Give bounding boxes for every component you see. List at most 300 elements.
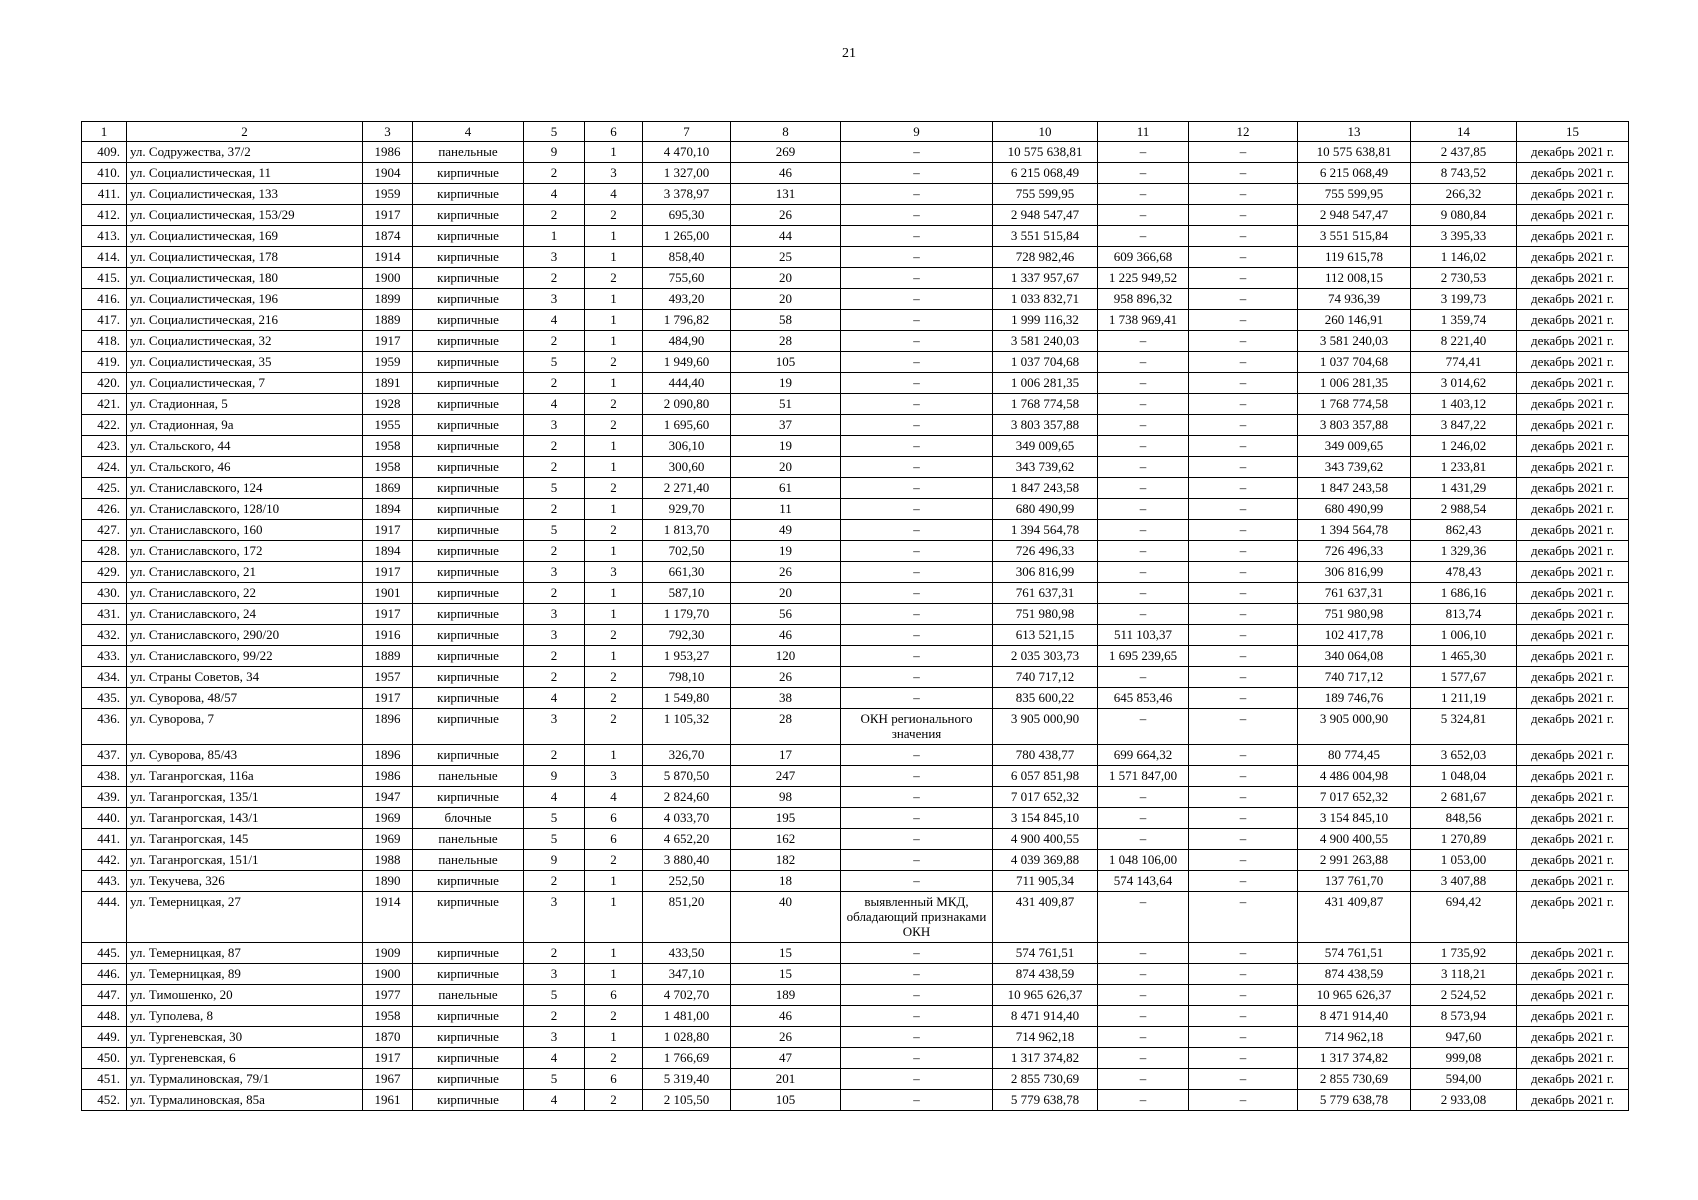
- table-cell: 4 486 004,98: [1298, 766, 1411, 787]
- table-cell: кирпичные: [413, 667, 524, 688]
- table-cell: 306 816,99: [1298, 562, 1411, 583]
- table-cell: ул. Социалистическая, 7: [127, 373, 363, 394]
- table-cell: декабрь 2021 г.: [1517, 667, 1629, 688]
- table-cell: 426.: [82, 499, 127, 520]
- table-row: [82, 562, 1629, 583]
- table-cell: 1 549,80: [643, 688, 731, 709]
- table-cell: 1: [585, 226, 643, 247]
- table-cell: ул. Суворова, 7: [127, 709, 363, 745]
- table-cell: кирпичные: [413, 562, 524, 583]
- table-cell: 1 006 281,35: [1298, 373, 1411, 394]
- table-cell: 1894: [363, 499, 413, 520]
- table-cell: –: [1189, 688, 1298, 709]
- table-row: [82, 688, 1629, 709]
- table-cell: кирпичные: [413, 289, 524, 310]
- table-cell: –: [841, 142, 993, 163]
- table-cell: декабрь 2021 г.: [1517, 499, 1629, 520]
- table-cell: –: [841, 871, 993, 892]
- table-row: [82, 352, 1629, 373]
- table-cell: –: [1098, 1027, 1189, 1048]
- table-cell: 10 965 626,37: [993, 985, 1098, 1006]
- table-cell: 413.: [82, 226, 127, 247]
- table-cell: 874 438,59: [993, 964, 1098, 985]
- table-cell: 1 265,00: [643, 226, 731, 247]
- table-cell: –: [841, 562, 993, 583]
- table-cell: –: [1098, 184, 1189, 205]
- table-cell: 2: [524, 943, 585, 964]
- table-cell: 349 009,65: [1298, 436, 1411, 457]
- table-cell: 2: [585, 1048, 643, 1069]
- table-row: [82, 415, 1629, 436]
- table-cell: декабрь 2021 г.: [1517, 871, 1629, 892]
- table-cell: 680 490,99: [993, 499, 1098, 520]
- table-cell: 411.: [82, 184, 127, 205]
- table-cell: 440.: [82, 808, 127, 829]
- table-cell: –: [1189, 604, 1298, 625]
- table-cell: 3 652,03: [1411, 745, 1517, 766]
- table-cell: 1 738 969,41: [1098, 310, 1189, 331]
- table-cell: 2 855 730,69: [1298, 1069, 1411, 1090]
- table-cell: 947,60: [1411, 1027, 1517, 1048]
- table-row: [82, 1069, 1629, 1090]
- table-row: [82, 1006, 1629, 1027]
- table-cell: –: [1189, 808, 1298, 829]
- table-cell: 444,40: [643, 373, 731, 394]
- table-cell: 451.: [82, 1069, 127, 1090]
- table-row: [82, 871, 1629, 892]
- table-cell: 10 575 638,81: [1298, 142, 1411, 163]
- table-cell: 1: [585, 247, 643, 268]
- table-cell: блочные: [413, 808, 524, 829]
- table-cell: 201: [731, 1069, 841, 1090]
- table-cell: 1894: [363, 541, 413, 562]
- table-cell: ул. Социалистическая, 133: [127, 184, 363, 205]
- table-cell: –: [1098, 142, 1189, 163]
- table-cell: ул. Социалистическая, 178: [127, 247, 363, 268]
- table-cell: 4 652,20: [643, 829, 731, 850]
- table-cell: 1 481,00: [643, 1006, 731, 1027]
- table-cell: 3 581 240,03: [993, 331, 1098, 352]
- table-cell: –: [1098, 331, 1189, 352]
- table-cell: 1889: [363, 310, 413, 331]
- table-cell: 862,43: [1411, 520, 1517, 541]
- table-cell: 1 246,02: [1411, 436, 1517, 457]
- table-cell: 740 717,12: [993, 667, 1098, 688]
- table-cell: 3 154 845,10: [993, 808, 1098, 829]
- table-cell: декабрь 2021 г.: [1517, 1090, 1629, 1111]
- table-cell: 751 980,98: [1298, 604, 1411, 625]
- table-cell: 4: [585, 184, 643, 205]
- table-cell: 1: [585, 745, 643, 766]
- table-cell: 774,41: [1411, 352, 1517, 373]
- table-row: [82, 943, 1629, 964]
- table-cell: 1890: [363, 871, 413, 892]
- table-cell: ул. Станиславского, 160: [127, 520, 363, 541]
- table-cell: 1 028,80: [643, 1027, 731, 1048]
- table-cell: декабрь 2021 г.: [1517, 1027, 1629, 1048]
- table-cell: 1 571 847,00: [1098, 766, 1189, 787]
- table-row: [82, 541, 1629, 562]
- table-cell: декабрь 2021 г.: [1517, 268, 1629, 289]
- table-cell: 3: [524, 709, 585, 745]
- table-cell: 5 870,50: [643, 766, 731, 787]
- table-cell: ул. Таганрогская, 116а: [127, 766, 363, 787]
- table-row: [82, 850, 1629, 871]
- table-cell: 2: [524, 745, 585, 766]
- table-cell: –: [1098, 205, 1189, 226]
- table-cell: 2 855 730,69: [993, 1069, 1098, 1090]
- table-cell: 6: [585, 808, 643, 829]
- table-cell: 5 779 638,78: [1298, 1090, 1411, 1111]
- table-cell: кирпичные: [413, 310, 524, 331]
- table-cell: ул. Текучева, 326: [127, 871, 363, 892]
- table-cell: –: [841, 331, 993, 352]
- table-cell: 1: [585, 541, 643, 562]
- table-cell: 1961: [363, 1090, 413, 1111]
- table-cell: –: [1189, 541, 1298, 562]
- table-cell: –: [1098, 499, 1189, 520]
- table-cell: 5: [524, 478, 585, 499]
- table-cell: декабрь 2021 г.: [1517, 583, 1629, 604]
- table-cell: –: [841, 1027, 993, 1048]
- table-cell: –: [1098, 415, 1189, 436]
- table-cell: 430.: [82, 583, 127, 604]
- table-cell: 751 980,98: [993, 604, 1098, 625]
- table-cell: 425.: [82, 478, 127, 499]
- table-cell: 1 317 374,82: [993, 1048, 1098, 1069]
- table-cell: 1969: [363, 808, 413, 829]
- table-cell: 3 905 000,90: [1298, 709, 1411, 745]
- table-cell: 424.: [82, 457, 127, 478]
- table-cell: 44: [731, 226, 841, 247]
- table-cell: 2: [524, 541, 585, 562]
- table-cell: 269: [731, 142, 841, 163]
- table-cell: 3: [524, 415, 585, 436]
- table-cell: 1: [585, 331, 643, 352]
- table-cell: декабрь 2021 г.: [1517, 520, 1629, 541]
- table-cell: –: [1189, 310, 1298, 331]
- table-cell: –: [1098, 1006, 1189, 1027]
- table-cell: –: [1189, 289, 1298, 310]
- table-cell: кирпичные: [413, 604, 524, 625]
- table-cell: ул. Социалистическая, 11: [127, 163, 363, 184]
- table-cell: декабрь 2021 г.: [1517, 562, 1629, 583]
- table-cell: кирпичные: [413, 1027, 524, 1048]
- table-cell: декабрь 2021 г.: [1517, 829, 1629, 850]
- table-row: [82, 142, 1629, 163]
- table-cell: 1959: [363, 352, 413, 373]
- table-cell: декабрь 2021 г.: [1517, 352, 1629, 373]
- table-cell: 17: [731, 745, 841, 766]
- table-cell: –: [841, 394, 993, 415]
- table-cell: ул. Суворова, 48/57: [127, 688, 363, 709]
- table-cell: ул. Тургеневская, 6: [127, 1048, 363, 1069]
- table-cell: 20: [731, 583, 841, 604]
- table-cell: –: [1098, 457, 1189, 478]
- table-cell: ул. Социалистическая, 216: [127, 310, 363, 331]
- table-cell: 102 417,78: [1298, 625, 1411, 646]
- page-number: 21: [842, 46, 856, 61]
- table-cell: 1 695 239,65: [1098, 646, 1189, 667]
- table-cell: 1 053,00: [1411, 850, 1517, 871]
- table-cell: 6 215 068,49: [1298, 163, 1411, 184]
- table-cell: ул. Темерницкая, 87: [127, 943, 363, 964]
- table-cell: декабрь 2021 г.: [1517, 184, 1629, 205]
- table-cell: 1986: [363, 766, 413, 787]
- table-cell: –: [1098, 520, 1189, 541]
- table-cell: кирпичные: [413, 625, 524, 646]
- table-cell: 19: [731, 373, 841, 394]
- table-cell: 702,50: [643, 541, 731, 562]
- table-cell: 58: [731, 310, 841, 331]
- column-header: 8: [731, 122, 841, 142]
- table-cell: –: [841, 436, 993, 457]
- table-cell: кирпичные: [413, 205, 524, 226]
- housing-registry-table: [81, 121, 1629, 1111]
- table-cell: 409.: [82, 142, 127, 163]
- table-cell: –: [841, 520, 993, 541]
- table-cell: ул. Станиславского, 22: [127, 583, 363, 604]
- table-cell: 645 853,46: [1098, 688, 1189, 709]
- table-cell: 120: [731, 646, 841, 667]
- table-cell: выявленный МКД, обладающий признаками ОКН: [841, 892, 993, 943]
- table-cell: ул. Турмалиновская, 85а: [127, 1090, 363, 1111]
- table-cell: –: [841, 184, 993, 205]
- table-cell: ул. Стальского, 44: [127, 436, 363, 457]
- table-cell: 1 953,27: [643, 646, 731, 667]
- table-cell: 442.: [82, 850, 127, 871]
- table-cell: 1969: [363, 829, 413, 850]
- table-cell: 3: [585, 766, 643, 787]
- table-row: [82, 478, 1629, 499]
- table-cell: 131: [731, 184, 841, 205]
- table-cell: 1 847 243,58: [993, 478, 1098, 499]
- table-cell: 1901: [363, 583, 413, 604]
- table-cell: –: [1189, 520, 1298, 541]
- table-cell: 1 766,69: [643, 1048, 731, 1069]
- table-cell: декабрь 2021 г.: [1517, 541, 1629, 562]
- table-cell: 1958: [363, 457, 413, 478]
- table-cell: 415.: [82, 268, 127, 289]
- table-cell: 2: [585, 1006, 643, 1027]
- table-cell: кирпичные: [413, 646, 524, 667]
- table-cell: –: [841, 1090, 993, 1111]
- table-cell: –: [1189, 766, 1298, 787]
- table-cell: 1900: [363, 268, 413, 289]
- table-cell: 443.: [82, 871, 127, 892]
- table-cell: декабрь 2021 г.: [1517, 943, 1629, 964]
- table-cell: –: [841, 499, 993, 520]
- table-cell: –: [841, 583, 993, 604]
- table-cell: 1 768 774,58: [1298, 394, 1411, 415]
- table-cell: 449.: [82, 1027, 127, 1048]
- table-cell: 2: [585, 415, 643, 436]
- table-cell: 1917: [363, 688, 413, 709]
- table-row: [82, 808, 1629, 829]
- table-cell: 46: [731, 163, 841, 184]
- table-cell: 613 521,15: [993, 625, 1098, 646]
- table-cell: –: [841, 787, 993, 808]
- table-cell: 1988: [363, 850, 413, 871]
- table-cell: 105: [731, 1090, 841, 1111]
- table-cell: кирпичные: [413, 352, 524, 373]
- table-cell: 5: [524, 808, 585, 829]
- table-cell: панельные: [413, 766, 524, 787]
- table-cell: 452.: [82, 1090, 127, 1111]
- table-cell: 4 900 400,55: [1298, 829, 1411, 850]
- table-cell: 4: [524, 1090, 585, 1111]
- table-cell: 3 407,88: [1411, 871, 1517, 892]
- table-cell: 3: [524, 562, 585, 583]
- table-cell: 7 017 652,32: [993, 787, 1098, 808]
- table-cell: 1 337 957,67: [993, 268, 1098, 289]
- table-cell: кирпичные: [413, 163, 524, 184]
- table-cell: –: [1098, 667, 1189, 688]
- table-cell: 2: [585, 520, 643, 541]
- table-cell: 3 551 515,84: [1298, 226, 1411, 247]
- table-cell: 19: [731, 436, 841, 457]
- table-cell: 434.: [82, 667, 127, 688]
- column-header: 14: [1411, 122, 1517, 142]
- table-row: [82, 184, 1629, 205]
- table-cell: –: [841, 226, 993, 247]
- table-cell: кирпичные: [413, 373, 524, 394]
- table-cell: 38: [731, 688, 841, 709]
- table-cell: 1977: [363, 985, 413, 1006]
- table-cell: кирпичные: [413, 499, 524, 520]
- table-cell: 3 378,97: [643, 184, 731, 205]
- table-cell: 25: [731, 247, 841, 268]
- table-cell: 61: [731, 478, 841, 499]
- column-header: 13: [1298, 122, 1411, 142]
- table-cell: 1: [585, 310, 643, 331]
- table-cell: 3 118,21: [1411, 964, 1517, 985]
- table-cell: –: [841, 541, 993, 562]
- table-cell: 858,40: [643, 247, 731, 268]
- table-cell: 8 573,94: [1411, 1006, 1517, 1027]
- table-cell: 5 779 638,78: [993, 1090, 1098, 1111]
- table-cell: 1917: [363, 520, 413, 541]
- table-cell: 3 581 240,03: [1298, 331, 1411, 352]
- table-cell: 1947: [363, 787, 413, 808]
- table-cell: 6 057 851,98: [993, 766, 1098, 787]
- table-cell: панельные: [413, 829, 524, 850]
- table-row: [82, 373, 1629, 394]
- table-cell: 56: [731, 604, 841, 625]
- table-cell: кирпичные: [413, 268, 524, 289]
- table-cell: –: [1098, 226, 1189, 247]
- table-cell: –: [1098, 1090, 1189, 1111]
- table-cell: декабрь 2021 г.: [1517, 478, 1629, 499]
- table-cell: кирпичные: [413, 541, 524, 562]
- table-cell: 3 803 357,88: [993, 415, 1098, 436]
- table-cell: кирпичные: [413, 1090, 524, 1111]
- table-cell: –: [1098, 985, 1189, 1006]
- table-cell: 5: [524, 352, 585, 373]
- column-header: 15: [1517, 122, 1629, 142]
- table-cell: кирпичные: [413, 331, 524, 352]
- column-header: 5: [524, 122, 585, 142]
- table-cell: кирпичные: [413, 394, 524, 415]
- table-cell: 1958: [363, 1006, 413, 1027]
- table-cell: ул. Таганрогская, 143/1: [127, 808, 363, 829]
- table-cell: кирпичные: [413, 871, 524, 892]
- column-header: 1: [82, 122, 127, 142]
- table-cell: 2: [585, 709, 643, 745]
- table-cell: –: [1098, 394, 1189, 415]
- column-header: 6: [585, 122, 643, 142]
- table-cell: ул. Социалистическая, 153/29: [127, 205, 363, 226]
- table-cell: 2: [524, 331, 585, 352]
- table-cell: –: [841, 415, 993, 436]
- table-cell: 445.: [82, 943, 127, 964]
- table-cell: 6 215 068,49: [993, 163, 1098, 184]
- table-cell: 7 017 652,32: [1298, 787, 1411, 808]
- table-cell: ул. Таганрогская, 135/1: [127, 787, 363, 808]
- table-cell: 37: [731, 415, 841, 436]
- table-cell: декабрь 2021 г.: [1517, 850, 1629, 871]
- table-cell: 40: [731, 892, 841, 943]
- table-cell: 2: [585, 625, 643, 646]
- table-cell: 4 900 400,55: [993, 829, 1098, 850]
- table-cell: –: [1098, 709, 1189, 745]
- table-row: [82, 709, 1629, 745]
- table-cell: ул. Социалистическая, 180: [127, 268, 363, 289]
- table-cell: 2: [524, 499, 585, 520]
- table-cell: 306 816,99: [993, 562, 1098, 583]
- table-cell: 26: [731, 667, 841, 688]
- table-cell: ул. Стальского, 46: [127, 457, 363, 478]
- table-header: [82, 122, 1629, 142]
- table-row: [82, 247, 1629, 268]
- table-cell: –: [841, 985, 993, 1006]
- table-cell: кирпичные: [413, 478, 524, 499]
- table-cell: декабрь 2021 г.: [1517, 163, 1629, 184]
- table-cell: –: [1189, 892, 1298, 943]
- table-cell: –: [1098, 583, 1189, 604]
- table-cell: 2 090,80: [643, 394, 731, 415]
- table-cell: декабрь 2021 г.: [1517, 808, 1629, 829]
- table-cell: 189: [731, 985, 841, 1006]
- table-cell: 958 896,32: [1098, 289, 1189, 310]
- column-header: 2: [127, 122, 363, 142]
- table-row: [82, 1027, 1629, 1048]
- table-row: [82, 205, 1629, 226]
- table-cell: 1 999 116,32: [993, 310, 1098, 331]
- table-cell: 5 324,81: [1411, 709, 1517, 745]
- table-row: [82, 964, 1629, 985]
- table-cell: 1: [585, 436, 643, 457]
- table-cell: ул. Станиславского, 124: [127, 478, 363, 499]
- table-cell: 46: [731, 625, 841, 646]
- table-cell: –: [841, 163, 993, 184]
- table-cell: 306,10: [643, 436, 731, 457]
- table-cell: 4: [524, 1048, 585, 1069]
- table-cell: 1: [585, 646, 643, 667]
- column-header: 3: [363, 122, 413, 142]
- table-cell: –: [1098, 787, 1189, 808]
- table-cell: 1 037 704,68: [993, 352, 1098, 373]
- table-cell: декабрь 2021 г.: [1517, 205, 1629, 226]
- table-cell: 2: [524, 871, 585, 892]
- table-cell: декабрь 2021 г.: [1517, 709, 1629, 745]
- table-cell: –: [1189, 352, 1298, 373]
- table-cell: 755 599,95: [993, 184, 1098, 205]
- table-cell: 2 948 547,47: [1298, 205, 1411, 226]
- table-cell: 4: [585, 787, 643, 808]
- table-cell: 1909: [363, 943, 413, 964]
- table-cell: ул. Таганрогская, 151/1: [127, 850, 363, 871]
